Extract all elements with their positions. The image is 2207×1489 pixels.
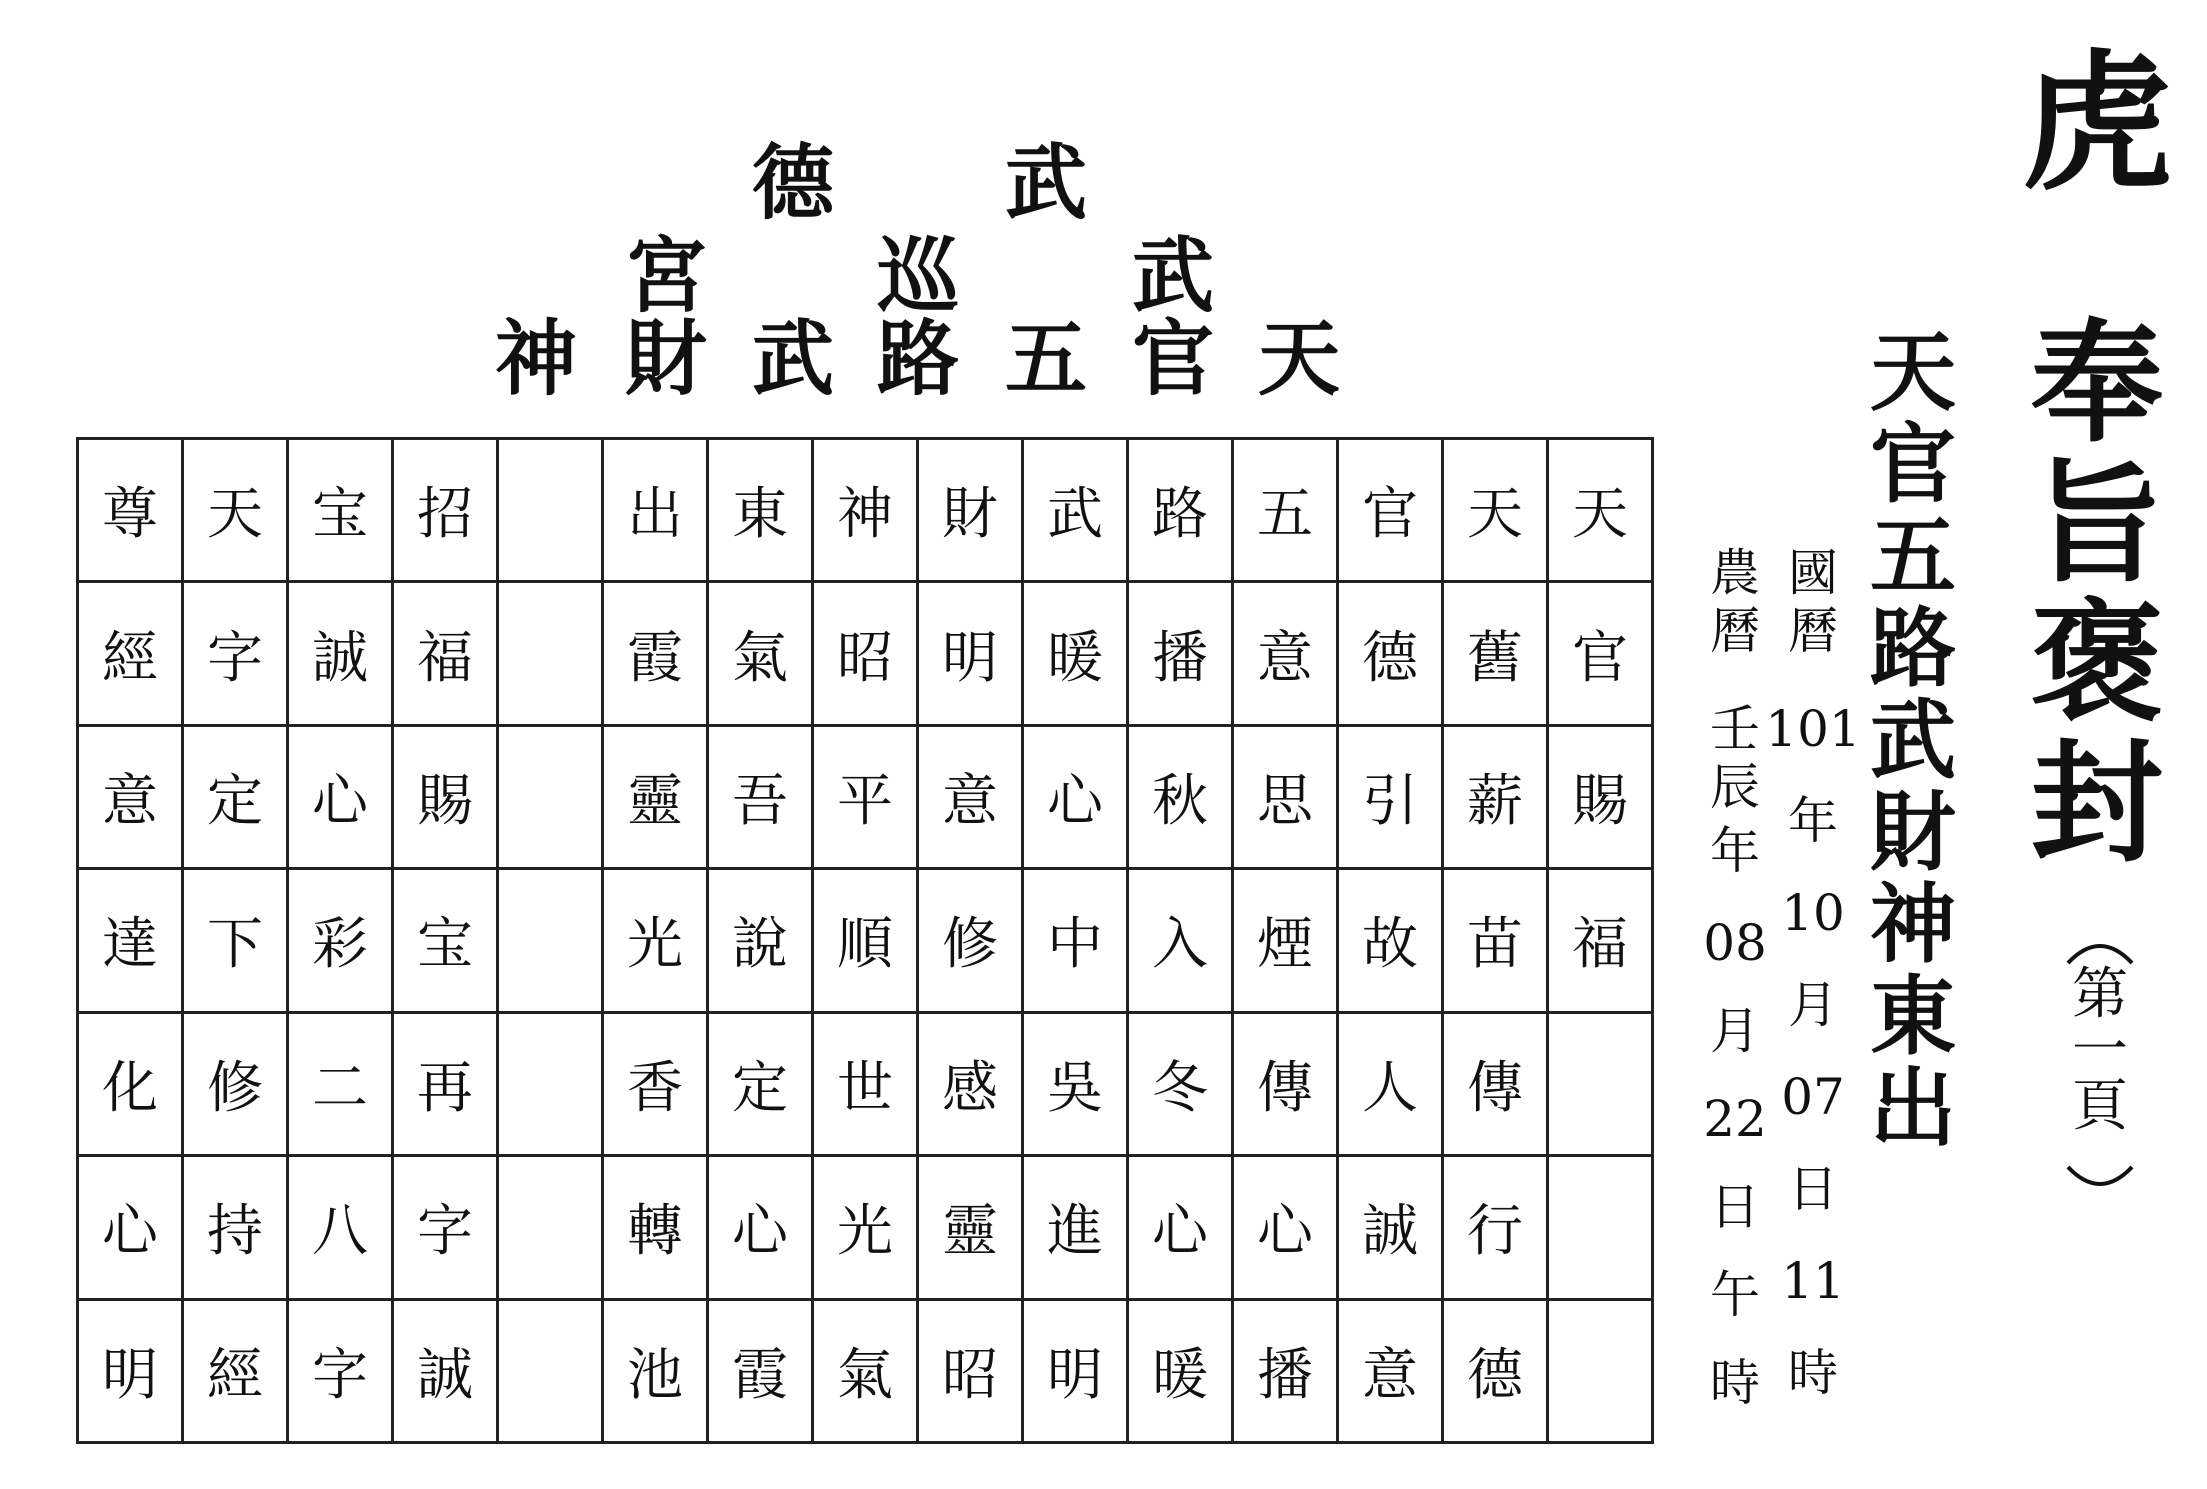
grid-cell: 定 [183, 725, 288, 868]
grid-cell: 平 [813, 725, 918, 868]
date-char: 101 [1765, 700, 1861, 758]
grid-cell: 薪 [1443, 725, 1548, 868]
paren-bottom-icon [2060, 1165, 2140, 1195]
grid-cell [498, 1012, 603, 1155]
date-char: 壬 [1710, 700, 1760, 758]
page-note-char: 頁 [2072, 1074, 2128, 1139]
subtitle-char: 天 [1870, 322, 1956, 423]
grid-cell: 苗 [1443, 869, 1548, 1012]
grid-cell [1548, 1156, 1653, 1299]
character-grid [76, 437, 1654, 1444]
grid-cell: 心 [288, 725, 393, 868]
grid-cell: 思 [1233, 725, 1338, 868]
grid-row [78, 725, 1653, 868]
grid-cell: 行 [1443, 1156, 1548, 1299]
banner-row3-char: 神 [495, 311, 578, 407]
grid-cell: 修 [183, 1012, 288, 1155]
date-char: 日 [1788, 1160, 1838, 1218]
grid-cell [498, 1299, 603, 1442]
grid-cell: 下 [183, 869, 288, 1012]
grid-cell: 意 [1338, 1299, 1443, 1442]
grid-cell: 明 [1023, 1299, 1128, 1442]
grid-cell: 心 [1023, 725, 1128, 868]
grid-cell: 中 [1023, 869, 1128, 1012]
banner-row3-char: 財 [625, 311, 708, 407]
grid-cell: 靈 [918, 1156, 1023, 1299]
grid-cell: 天 [1443, 439, 1548, 582]
grid-cell: 心 [1128, 1156, 1233, 1299]
grid-cell: 達 [78, 869, 183, 1012]
national-date-column [1765, 544, 1861, 1408]
subtitle-column [1858, 322, 1968, 1159]
grid-cell: 暖 [1128, 1299, 1233, 1442]
grid-cell: 修 [918, 869, 1023, 1012]
title-top-char: 虎 [2021, 35, 2172, 211]
grid-cell: 池 [603, 1299, 708, 1442]
grid-cell: 字 [288, 1299, 393, 1442]
date-char: 曆 [1710, 602, 1760, 660]
title-char: 褒 [2031, 586, 2163, 741]
grid-cell: 德 [1443, 1299, 1548, 1442]
grid-cell: 冬 [1128, 1012, 1233, 1155]
date-char: 10 [1781, 884, 1845, 942]
grid-cell: 意 [1233, 582, 1338, 725]
date-char: 07 [1781, 1068, 1845, 1126]
grid-cell: 誠 [288, 582, 393, 725]
grid-cell: 播 [1233, 1299, 1338, 1442]
date-char: 曆 [1788, 602, 1838, 660]
grid-cell: 心 [78, 1156, 183, 1299]
banner-row1-char: 德 [752, 135, 835, 231]
banner-row3-char: 武 [752, 311, 835, 407]
date-char: 08 [1703, 914, 1767, 972]
grid-cell: 經 [78, 582, 183, 725]
grid-cell: 出 [603, 439, 708, 582]
grid-cell: 誠 [393, 1299, 498, 1442]
grid-row [78, 869, 1653, 1012]
grid-cell [498, 1156, 603, 1299]
grid-cell: 昭 [813, 582, 918, 725]
date-char: 年 [1788, 792, 1838, 850]
date-char: 時 [1788, 1344, 1838, 1402]
grid-cell: 香 [603, 1012, 708, 1155]
grid-cell: 定 [708, 1012, 813, 1155]
grid-cell: 霞 [708, 1299, 813, 1442]
grid-cell: 經 [183, 1299, 288, 1442]
banner-row3-char: 官 [1132, 311, 1215, 407]
grid-cell: 播 [1128, 582, 1233, 725]
subtitle-char: 武 [1870, 690, 1956, 791]
paren-top-icon [2060, 935, 2140, 965]
grid-cell: 心 [1233, 1156, 1338, 1299]
grid-cell: 世 [813, 1012, 918, 1155]
grid-cell: 故 [1338, 869, 1443, 1012]
grid-row [78, 1156, 1653, 1299]
grid-cell: 字 [393, 1156, 498, 1299]
subtitle-char: 神 [1870, 874, 1956, 975]
grid-cell: 氣 [708, 582, 813, 725]
banner-row3-char: 路 [877, 311, 960, 407]
grid-cell: 福 [1548, 869, 1653, 1012]
date-char: 月 [1710, 1002, 1760, 1060]
page-note-char: 一 [2072, 1018, 2128, 1083]
grid-cell: 宝 [288, 439, 393, 582]
grid-cell: 秋 [1128, 725, 1233, 868]
banner-row2-char: 巡 [877, 228, 960, 324]
date-char: 月 [1788, 976, 1838, 1034]
grid-cell: 賜 [393, 725, 498, 868]
grid-cell: 人 [1338, 1012, 1443, 1155]
grid-cell [498, 725, 603, 868]
grid-cell: 光 [813, 1156, 918, 1299]
grid-cell: 靈 [603, 725, 708, 868]
grid-cell: 入 [1128, 869, 1233, 1012]
grid-cell: 說 [708, 869, 813, 1012]
grid-cell: 順 [813, 869, 918, 1012]
date-char: 午 [1710, 1266, 1760, 1324]
grid-cell: 傳 [1233, 1012, 1338, 1155]
subtitle-char: 路 [1870, 598, 1956, 699]
subtitle-char: 五 [1870, 506, 1956, 607]
grid-cell: 化 [78, 1012, 183, 1155]
grid-cell: 吾 [708, 725, 813, 868]
grid-cell [498, 582, 603, 725]
grid-cell: 舊 [1443, 582, 1548, 725]
main-title-column [2012, 35, 2182, 881]
date-char: 國 [1788, 544, 1838, 602]
date-char: 11 [1781, 1252, 1845, 1310]
date-char: 農 [1710, 544, 1760, 602]
date-char: 日 [1710, 1178, 1760, 1236]
grid-row [78, 1299, 1653, 1442]
grid-cell: 官 [1548, 582, 1653, 725]
subtitle-char: 出 [1870, 1058, 1956, 1159]
date-char: 辰 [1710, 758, 1760, 816]
grid-cell: 意 [78, 725, 183, 868]
grid-cell: 天 [183, 439, 288, 582]
grid-cell: 福 [393, 582, 498, 725]
grid-cell: 傳 [1443, 1012, 1548, 1155]
grid-cell: 持 [183, 1156, 288, 1299]
grid-cell: 天 [1548, 439, 1653, 582]
grid-cell: 暖 [1023, 582, 1128, 725]
grid-cell: 財 [918, 439, 1023, 582]
title-char: 封 [2031, 726, 2163, 881]
grid-cell: 字 [183, 582, 288, 725]
grid-cell: 氣 [813, 1299, 918, 1442]
grid-row [78, 439, 1653, 582]
grid-cell: 五 [1233, 439, 1338, 582]
grid-cell: 明 [918, 582, 1023, 725]
banner-row3-char: 天 [1258, 311, 1341, 407]
page-note [2060, 935, 2140, 1195]
date-char: 時 [1710, 1354, 1760, 1412]
subtitle-char: 財 [1870, 782, 1956, 883]
grid-cell [1548, 1012, 1653, 1155]
page-note-char: 第 [2072, 962, 2128, 1027]
grid-cell: 引 [1338, 725, 1443, 868]
grid-cell: 宝 [393, 869, 498, 1012]
grid-cell: 心 [708, 1156, 813, 1299]
grid-cell: 東 [708, 439, 813, 582]
grid-cell: 誠 [1338, 1156, 1443, 1299]
grid-cell [498, 869, 603, 1012]
grid-cell: 路 [1128, 439, 1233, 582]
grid-cell: 煙 [1233, 869, 1338, 1012]
grid-cell [498, 439, 603, 582]
banner-row2-char: 宮 [625, 228, 708, 324]
grid-cell: 神 [813, 439, 918, 582]
banner-row3-char: 五 [1005, 311, 1088, 407]
lunar-date-column [1700, 544, 1770, 1418]
grid-cell: 進 [1023, 1156, 1128, 1299]
grid-cell: 感 [918, 1012, 1023, 1155]
grid-cell: 尊 [78, 439, 183, 582]
title-char: 旨 [2031, 446, 2163, 601]
grid-cell: 招 [393, 439, 498, 582]
date-char: 年 [1710, 822, 1760, 880]
grid-cell: 轉 [603, 1156, 708, 1299]
grid-cell: 武 [1023, 439, 1128, 582]
grid-cell: 賜 [1548, 725, 1653, 868]
grid-cell: 彩 [288, 869, 393, 1012]
grid-cell: 光 [603, 869, 708, 1012]
grid-cell: 霞 [603, 582, 708, 725]
grid-row [78, 582, 1653, 725]
grid-cell [1548, 1299, 1653, 1442]
banner-row1-char: 武 [1005, 135, 1088, 231]
banner-row2-char: 武 [1132, 228, 1215, 324]
grid-cell: 明 [78, 1299, 183, 1442]
grid-cell: 吳 [1023, 1012, 1128, 1155]
grid-cell: 二 [288, 1012, 393, 1155]
grid-cell: 德 [1338, 582, 1443, 725]
grid-cell: 意 [918, 725, 1023, 868]
subtitle-char: 官 [1870, 414, 1956, 515]
title-char: 奉 [2031, 306, 2163, 461]
date-char: 22 [1703, 1090, 1767, 1148]
grid-row [78, 1012, 1653, 1155]
grid-cell: 官 [1338, 439, 1443, 582]
grid-cell: 再 [393, 1012, 498, 1155]
grid-cell: 八 [288, 1156, 393, 1299]
grid-cell: 昭 [918, 1299, 1023, 1442]
subtitle-char: 東 [1870, 966, 1956, 1067]
